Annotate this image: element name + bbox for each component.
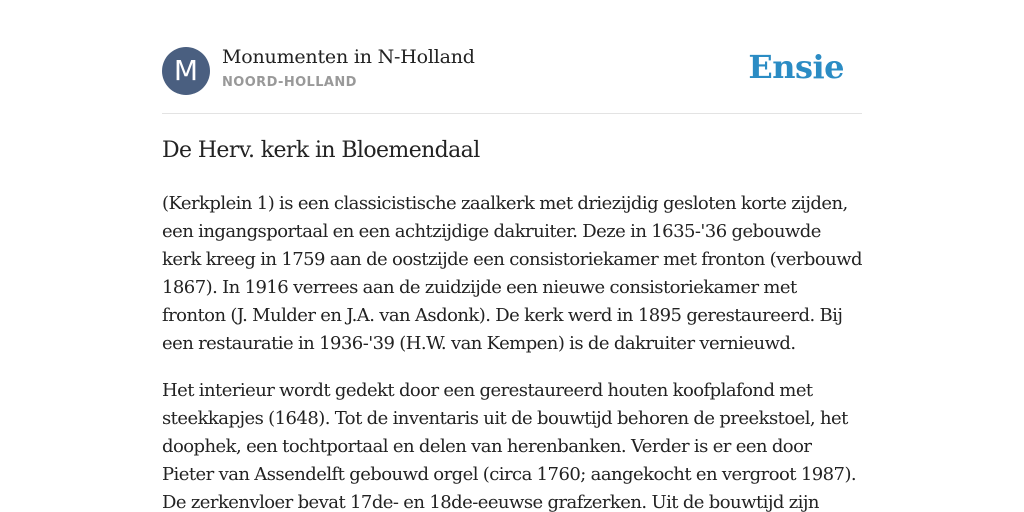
avatar[interactable]: M xyxy=(162,47,210,95)
header xyxy=(162,46,862,96)
article-paragraph: Het interieur wordt gedekt door een gerestaureerd houten koofplafond met steekkapjes (1648). Tot de inventaris uit de bouwtijd behoren de preekstoel, het doophek, een tochtportaal en delen van herenbanken. Verder is er een door Pieter van Assendelft gebouwd orgel (circa 1760; aangekocht en vergroot 1987). De zerkenvloer bevat 17de- en 18de-eeuwse grafzerken. Uit de bouwtijd zijn xyxy=(162,380,857,512)
source-subtitle: NOORD-HOLLAND xyxy=(222,75,357,90)
divider xyxy=(162,113,862,114)
article-paragraph: (Kerkplein 1) is een classicistische zaalkerk met driezijdig gesloten korte zijden, een ingangsportaal en een achtzijdige dakruiter. Deze in 1635-'36 gebouwde kerk kreeg in 1759 aan de oostzijde een consistoriekamer met fronton (verbouwd 1867). In 1916 verrees aan de zuidzijde een nieuwe consistoriekamer met fronton (J. Mulder en J.A. van Asdonk). De kerk werd in 1895 gerestaureerd. Bij een restauratie in 1936-'39 (H.W. van Kempen) is de dakruiter vernieuwd. xyxy=(162,193,863,354)
ensie-logo[interactable]: Ensie xyxy=(748,48,844,86)
article-body xyxy=(162,190,862,512)
source-title[interactable]: Monumenten in N-Holland xyxy=(222,46,475,68)
article-title: De Herv. kerk in Bloemendaal xyxy=(162,138,480,163)
